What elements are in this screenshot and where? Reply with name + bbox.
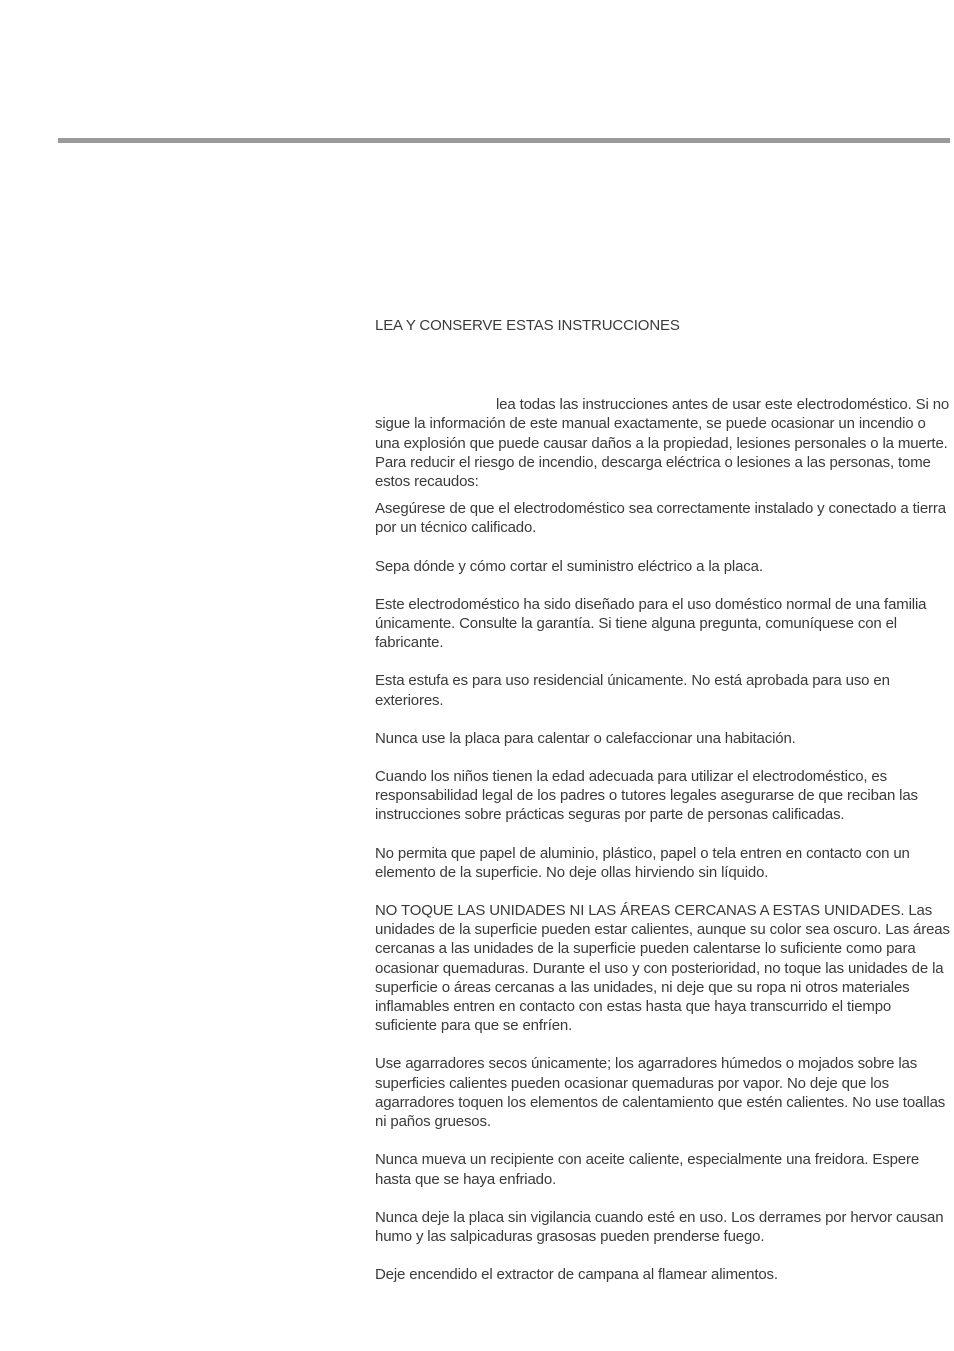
safety-item: Nunca use la placa para calentar o calefaccionar una habitación. xyxy=(375,729,796,747)
safety-item-list xyxy=(375,499,951,1284)
safety-item: No permita que papel de aluminio, plástico, papel o tela entren en contacto con un elemento de la superficie. No deje ollas hirviendo sin líquido. xyxy=(375,844,910,881)
safety-item: NO TOQUE LAS UNIDADES NI LAS ÁREAS CERCANAS A ESTAS UNIDADES. Las unidades de la superficie pueden estar calientes, aunque su color sea oscuro. Las áreas cercanas a las unidades de la superficie pueden calentarse lo suficiente como para ocasionar quemaduras. Durante el uso y con posterioridad, no toque las unidades de la superficie o áreas cercanas a las unidades, ni deje que su ropa ni otros materiales inflamables entren en contacto con estas hasta que haya transcurrido el tiempo suficiente para que se enfríen. xyxy=(375,902,950,1035)
safety-item: Esta estufa es para uso residencial únicamente. No está aprobada para uso en exteriores. xyxy=(375,672,890,709)
safety-item: Este electrodoméstico ha sido diseñado para el uso doméstico normal de una familia únicamente. Consulte la garantía. Si tiene alguna pregunta, comuníquese con el fabricante. xyxy=(375,595,927,652)
header-divider xyxy=(58,138,950,143)
safety-instructions xyxy=(375,316,951,1284)
safety-item: Sepa dónde y cómo cortar el suministro eléctrico a la placa. xyxy=(375,557,763,575)
safety-item: Cuando los niños tienen la edad adecuada para utilizar el electrodoméstico, es responsabilidad legal de los padres o tutores legales asegurarse de que reciban las instrucciones sobre prácticas seguras por parte de personas calificadas. xyxy=(375,768,918,824)
safety-item: Deje encendido el extractor de campana al flamear alimentos. xyxy=(375,1266,778,1284)
safety-item: Use agarradores secos únicamente; los agarradores húmedos o mojados sobre las superficies calientes pueden ocasionar quemaduras por vapor. No deje que los agarradores toquen los elementos de calentamiento que estén calientes. No use toallas ni paños gruesos. xyxy=(375,1055,946,1131)
intro-paragraph: lea todas las instrucciones antes de usar este electrodoméstico. Si no sigue la información de este manual exactamente, se puede ocasionar un incendio o una explosión que puede causar daños a la propiedad, lesiones personales o la muerte. Para reducir el riesgo de incendio, descarga eléctrica o lesiones a las personas, tome estos recaudos: xyxy=(375,396,950,491)
safety-item: Nunca deje la placa sin vigilancia cuando esté en uso. Los derrames por hervor causan humo y las salpicaduras grasosas pueden prenderse fuego. xyxy=(375,1208,944,1245)
safety-item: Asegúrese de que el electrodoméstico sea correctamente instalado y conectado a tierra por un técnico calificado. xyxy=(375,500,946,537)
section-heading: LEA Y CONSERVE ESTAS INSTRUCCIONES xyxy=(375,317,680,334)
safety-item: Nunca mueva un recipiente con aceite caliente, especialmente una freidora. Espere hasta que se haya enfriado. xyxy=(375,1151,920,1188)
